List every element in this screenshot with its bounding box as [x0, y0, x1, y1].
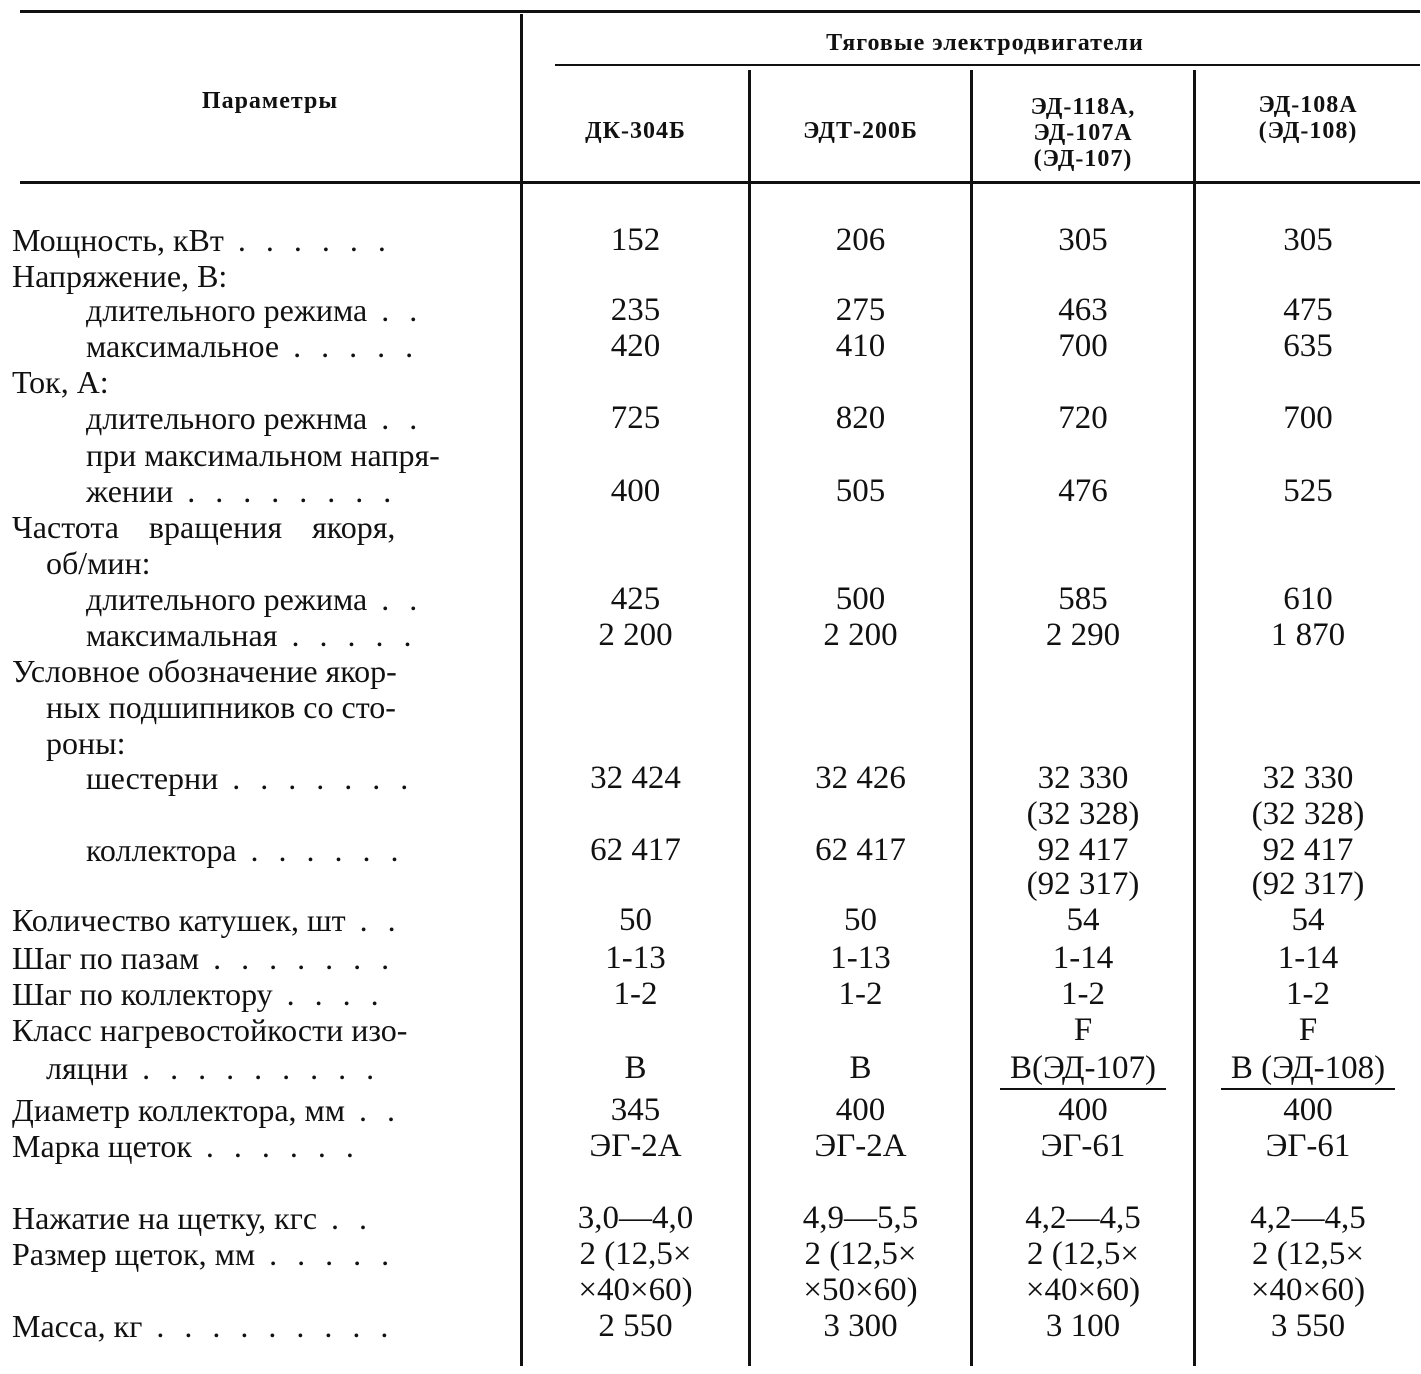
- value-speed-cont-col3: 585: [1058, 581, 1108, 617]
- value-current-maxv-col4: 525: [1283, 473, 1333, 509]
- col-divider-1: [748, 70, 751, 1366]
- value-bearings-gear-alt-col3: (32 328): [1026, 796, 1140, 832]
- value-bearings-coll-col3: 92 417: [1037, 832, 1129, 868]
- value-coils-col2: 50: [844, 902, 877, 938]
- col-header-ed108a: ЭД-108А (ЭД-108): [1258, 92, 1358, 144]
- value-power-col1: 152: [610, 222, 661, 258]
- value-insul-bottom-col3: B(ЭД-107): [973, 1050, 1193, 1090]
- top-rule: [20, 10, 1420, 13]
- header-bottom-rule: [20, 181, 1420, 184]
- value-current-cont-col4: 700: [1283, 400, 1333, 436]
- value-bearings-coll-col1: 62 417: [590, 832, 681, 868]
- value-insul-bottom-col1: B: [624, 1050, 647, 1086]
- value-brush-size-2-col2: ×50×60): [803, 1272, 918, 1308]
- params-header: Параметры: [201, 88, 339, 114]
- value-coils-col4: 54: [1291, 902, 1325, 938]
- value-slot-pitch-col4: 1-14: [1277, 940, 1339, 976]
- label-coll-diam: Диаметр коллектора, мм . .: [12, 1092, 402, 1128]
- value-coils-col1: 50: [619, 902, 652, 938]
- value-voltage-max-col4: 635: [1283, 328, 1333, 364]
- value-speed-max-col2: 2 200: [823, 617, 898, 653]
- value-bearings-coll-col2: 62 417: [815, 832, 906, 868]
- value-brush-size-2-col3: ×40×60): [1025, 1272, 1141, 1308]
- value-mass-col1: 2 550: [598, 1308, 673, 1344]
- label-voltage-cont: длительного режима . .: [86, 292, 424, 328]
- value-voltage-cont-col3: 463: [1058, 292, 1108, 328]
- col-header-dk304b: ДК-304Б: [585, 118, 686, 144]
- label-speed-cont: длительного режима . .: [86, 581, 424, 617]
- label-brush-press: Нажатие на щетку, кгс . .: [12, 1200, 374, 1236]
- label-voltage-max: максимальное . . . . .: [86, 328, 420, 364]
- value-speed-cont-col1: 425: [610, 581, 661, 617]
- value-current-maxv-col2: 505: [835, 473, 886, 509]
- value-coll-diam-col4: 400: [1283, 1092, 1333, 1128]
- value-bearings-gear-col1: 32 424: [590, 760, 681, 796]
- col-header-edt200b: ЭДТ-200Б: [803, 118, 918, 144]
- value-bearings-coll-col4: 92 417: [1262, 832, 1354, 868]
- value-current-maxv-col1: 400: [610, 473, 661, 509]
- label-speed-2: об/мин:: [46, 545, 151, 581]
- label-insul-2: ляцни . . . . . . . . .: [46, 1050, 381, 1086]
- value-brush-press-col2: 4,9—5,5: [802, 1200, 919, 1236]
- value-insul-bottom-col2: B: [849, 1050, 872, 1086]
- value-voltage-max-col3: 700: [1058, 328, 1108, 364]
- value-coll-pitch-col2: 1-2: [838, 976, 883, 1012]
- label-coils: Количество катушек, шт . .: [12, 902, 402, 938]
- value-power-col4: 305: [1283, 222, 1333, 258]
- label-slot-pitch: Шаг по пазам . . . . . . .: [12, 940, 396, 976]
- label-voltage: Напряжение, В:: [12, 258, 228, 294]
- value-current-maxv-col3: 476: [1058, 473, 1108, 509]
- value-coils-col3: 54: [1066, 902, 1100, 938]
- value-mass-col2: 3 300: [823, 1308, 898, 1344]
- value-brush-press-col1: 3,0—4,0: [577, 1200, 694, 1236]
- value-speed-max-col3: 2 290: [1045, 617, 1121, 653]
- value-speed-cont-col4: 610: [1283, 581, 1333, 617]
- label-insul-1: Класс нагревостойкости изо-: [12, 1012, 408, 1048]
- value-current-cont-col3: 720: [1058, 400, 1108, 436]
- value-voltage-max-col1: 420: [610, 328, 661, 364]
- col-divider-3: [1193, 70, 1196, 1366]
- label-current-maxv-2: жении . . . . . . . .: [86, 473, 398, 509]
- value-bearings-coll-alt-col4: (92 317): [1251, 866, 1365, 902]
- value-slot-pitch-col1: 1-13: [605, 940, 666, 976]
- label-current: Ток, А:: [12, 364, 109, 400]
- value-coll-diam-col3: 400: [1058, 1092, 1108, 1128]
- value-mass-col4: 3 550: [1270, 1308, 1346, 1344]
- value-coll-pitch-col1: 1-2: [613, 976, 658, 1012]
- value-brush-grade-col1: ЭГ-2А: [589, 1128, 682, 1164]
- value-bearings-gear-col4: 32 330: [1262, 760, 1354, 796]
- value-brush-size-1-col4: 2 (12,5×: [1251, 1236, 1365, 1272]
- value-brush-size-1-col3: 2 (12,5×: [1026, 1236, 1140, 1272]
- label-current-cont: длительного режнма . .: [86, 400, 424, 436]
- value-brush-size-2-col4: ×40×60): [1250, 1272, 1366, 1308]
- value-bearings-coll-alt-col3: (92 317): [1026, 866, 1140, 902]
- value-voltage-cont-col4: 475: [1283, 292, 1333, 328]
- value-brush-size-1-col1: 2 (12,5×: [579, 1236, 692, 1272]
- value-slot-pitch-col3: 1-14: [1052, 940, 1114, 976]
- group-header: Тяговые электродвигатели: [826, 30, 1144, 56]
- value-coll-diam-col1: 345: [610, 1092, 661, 1128]
- label-coll-pitch: Шаг по коллектору . . . .: [12, 976, 385, 1012]
- value-bearings-gear-col2: 32 426: [815, 760, 906, 796]
- label-bearings-gear: шестерни . . . . . . .: [86, 760, 415, 796]
- label-speed-max: максимальная . . . . .: [86, 617, 418, 653]
- value-brush-size-2-col1: ×40×60): [578, 1272, 693, 1308]
- value-brush-size-1-col2: 2 (12,5×: [804, 1236, 917, 1272]
- value-slot-pitch-col2: 1-13: [830, 940, 891, 976]
- value-coll-pitch-col3: 1-2: [1061, 976, 1105, 1012]
- value-insul-top-col4: F: [1298, 1012, 1318, 1048]
- label-bearings-2: ных подшипников со сто-: [46, 689, 396, 725]
- value-current-cont-col2: 820: [835, 400, 886, 436]
- label-bearings-coll: коллектора . . . . . .: [86, 832, 405, 868]
- label-current-maxv-1: при максимальном напря-: [86, 437, 440, 473]
- col-divider-2: [970, 70, 973, 1366]
- value-coll-diam-col2: 400: [835, 1092, 886, 1128]
- label-brush-grade: Марка щеток . . . . . .: [12, 1128, 360, 1164]
- label-power: Мощность, кВт . . . . . .: [12, 222, 392, 258]
- label-bearings-3: роны:: [46, 725, 126, 761]
- value-bearings-gear-alt-col4: (32 328): [1251, 796, 1365, 832]
- value-voltage-max-col2: 410: [835, 328, 886, 364]
- value-brush-press-col3: 4,2—4,5: [1025, 1200, 1141, 1236]
- value-speed-max-col1: 2 200: [598, 617, 673, 653]
- value-voltage-cont-col2: 275: [835, 292, 886, 328]
- value-brush-press-col4: 4,2—4,5: [1250, 1200, 1366, 1236]
- value-bearings-gear-col3: 32 330: [1037, 760, 1129, 796]
- value-insul-top-col3: F: [1073, 1012, 1093, 1048]
- group-rule: [555, 64, 1420, 66]
- label-bearings-1: Условное обозначение якор-: [12, 653, 397, 689]
- value-speed-max-col4: 1 870: [1270, 617, 1346, 653]
- value-coll-pitch-col4: 1-2: [1286, 976, 1330, 1012]
- label-mass: Масса, кг . . . . . . . . .: [12, 1308, 395, 1344]
- value-power-col2: 206: [835, 222, 886, 258]
- value-mass-col3: 3 100: [1045, 1308, 1121, 1344]
- value-brush-grade-col2: ЭГ-2А: [814, 1128, 907, 1164]
- value-brush-grade-col4: ЭГ-61: [1265, 1128, 1351, 1164]
- value-speed-cont-col2: 500: [835, 581, 886, 617]
- value-voltage-cont-col1: 235: [610, 292, 661, 328]
- value-power-col3: 305: [1058, 222, 1108, 258]
- value-current-cont-col1: 725: [610, 400, 661, 436]
- value-insul-bottom-col4: В (ЭД-108): [1196, 1050, 1420, 1090]
- col-header-ed118a: ЭД-118А, ЭД-107А (ЭД-107): [1030, 94, 1136, 172]
- label-brush-size: Размер щеток, мм . . . . .: [12, 1236, 396, 1272]
- label-speed-1: Частота вращения якоря,: [12, 509, 396, 545]
- value-brush-grade-col3: ЭГ-61: [1040, 1128, 1126, 1164]
